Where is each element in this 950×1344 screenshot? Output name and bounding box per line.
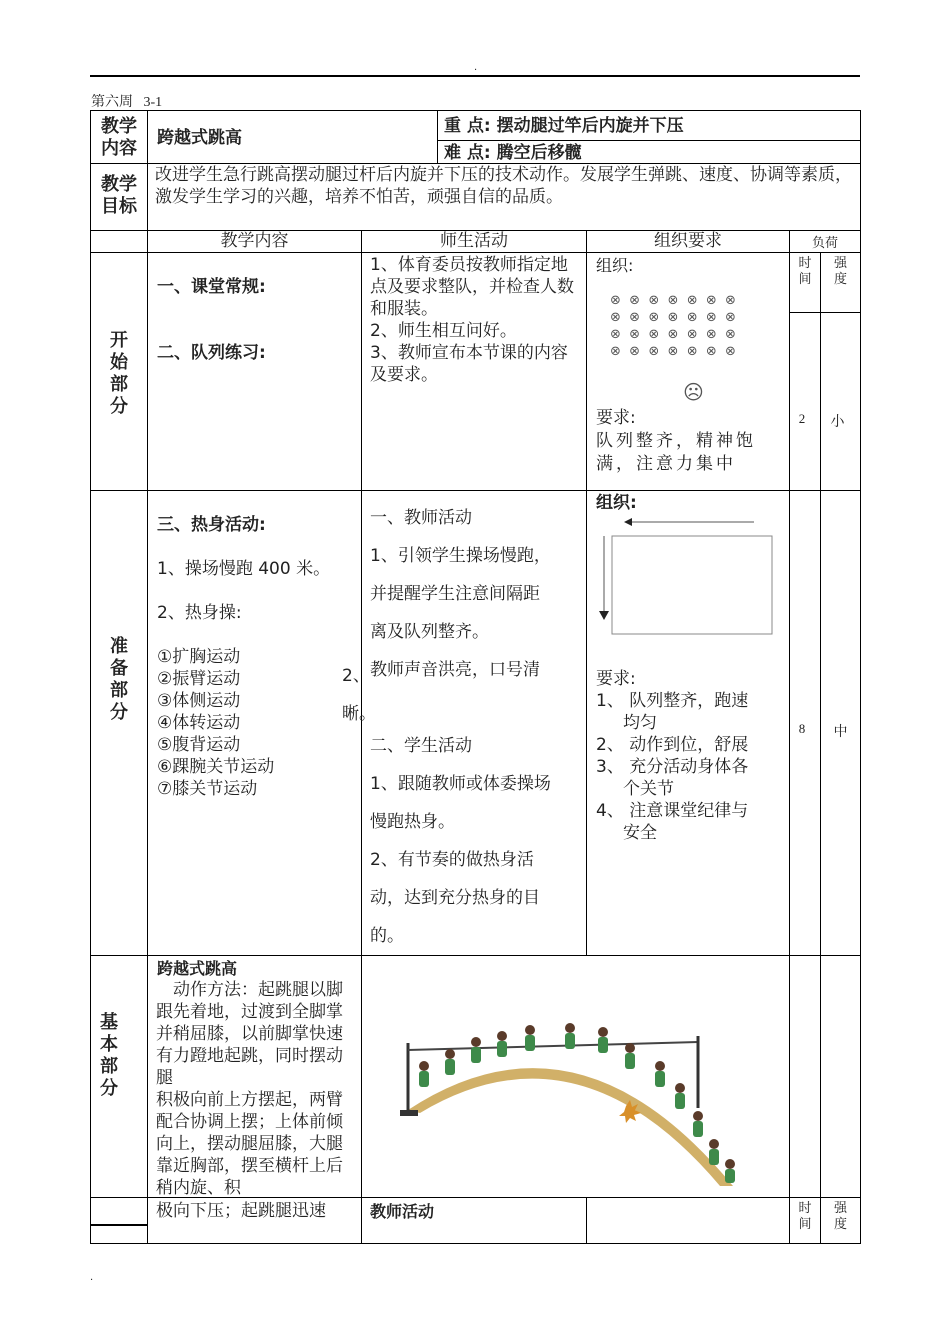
activity-line [370,689,582,727]
exercise-item: ⑦膝关节运动 [157,779,258,799]
activity-line: 动，达到充分热身的目 [370,888,540,908]
activity-line: 慢跑热身。 [370,812,455,832]
basic-col-intensity: 强 度 [833,1201,847,1232]
jumper-body [497,1041,507,1057]
crossbar [408,1042,698,1050]
jumper-head [655,1061,665,1071]
formation-row: ⊗ ⊗ ⊗ ⊗ ⊗ ⊗ ⊗ [610,310,736,325]
jumper-head [471,1037,481,1047]
section-label-prep: 准 备 部 分 [110,636,128,723]
exercise-item: ③体侧运动 [157,691,241,711]
formation-rows [610,292,770,360]
activity-line: 的。 [370,926,404,946]
jumper-head [725,1159,735,1169]
jumper-body [565,1033,575,1049]
jumper-head [675,1083,685,1093]
basic-teacher-activity: 教师活动 [370,1202,435,1221]
high-jump-illustration [398,1018,760,1188]
req-item: 1、 队列整齐，跑速 均匀 [596,691,749,733]
activity-line: 并提醒学生注意间隔距 [370,584,540,604]
prep-content-jog: 1、操场慢跑 400 米。 [157,559,331,579]
start-org-title: 组织: [596,256,634,275]
row-label-content: 教学 内容 [101,116,137,159]
jumper-head [419,1061,429,1071]
start-time: 2 [798,411,806,426]
col-header-organization: 组织要求 [654,231,722,251]
col-header-activity: 师生活动 [440,231,508,251]
jumper-body [725,1169,735,1183]
col-header-content: 教学内容 [220,231,289,251]
left-post-base [400,1110,418,1116]
jumper-head [445,1049,455,1059]
formation-diagram [610,292,770,404]
prep-req-title: 要求: [596,669,636,689]
jumper-body [598,1037,608,1053]
jumper-head [625,1043,635,1053]
stray-line [90,1224,148,1226]
prep-activity [370,499,582,955]
jumper-head [709,1139,719,1149]
track-diagram [596,512,781,642]
start-req-text: 队列整齐，精神饱满，注意力集中 [596,431,756,474]
teacher-icon: ☹ [683,380,704,404]
jumper-head [525,1025,535,1035]
start-req-title: 要求: [596,408,636,428]
exercise-item: ④体转运动 [157,713,241,733]
exercise-list [157,646,274,800]
basic-col-time: 时 间 [798,1201,812,1232]
formation-row: ⊗ ⊗ ⊗ ⊗ ⊗ ⊗ ⊗ [610,344,736,359]
jumper-head [565,1023,575,1033]
jumper-body [525,1035,535,1051]
week-label: 第六周 3-1 [91,95,163,110]
jumper-head [693,1111,703,1121]
prep-org-title: 组织: [596,493,637,513]
arrow-head-down [599,611,609,620]
prep-content-exercise: 2、热身操: [157,603,242,623]
basic-method: 动作方法：起跳腿以脚跟先着地，过渡到全脚掌并稍屈膝，以前脚掌快速有力蹬地起跳，同时摆动腿 积极向前上方摆起，两臂配合协调上摆；上体前倾向上，摆动腿屈膝，大腿靠近胸部，摆至横杆上后稍内旋、积 [156,980,343,1198]
start-content-drill: 二、队列练习: [157,343,266,363]
activity-line: 一、教师活动 [370,508,472,528]
jumper-body [419,1071,429,1087]
jumper-head [598,1027,608,1037]
basic-method-cont: 极向下压；起跳腿迅速 [156,1201,326,1221]
row-label-goal: 教学 目标 [101,174,137,217]
jumper-body [693,1121,703,1137]
start-intensity: 小 [830,414,845,430]
teaching-goal: 改进学生急行跳高摆动腿过杆后内旋并下压的技术动作。发展学生弹跳、速度、协调等素质，激发学生学习的兴趣，培养不怕苦，顽强自信的品质。 [155,165,852,207]
prep-time: 8 [798,721,806,736]
jumper-body [709,1149,719,1165]
req-item: 4、 注意课堂纪律与 安全 [596,801,749,843]
jumper-body [675,1093,685,1109]
req-item: 2、 动作到位，舒展 [596,735,749,755]
exercise-item: ②振臂运动 [157,669,241,689]
start-content-routine: 一、课堂常规: [157,277,266,297]
difficulty-point: 难 点: 腾空后移髋 [444,143,582,163]
activity-overflow-num: 2、 [342,666,370,686]
top-rule [90,75,860,77]
col-header-time: 时 间 [798,256,812,287]
arrow-head-left [624,518,632,526]
start-activity: 1、体育委员按教师指定地点及要求整队，并检查人数和服装。 2、师生相互问好。 3、教师宣布本节课的内容及要求。 [370,255,574,385]
basic-title: 跨越式跳高 [157,959,238,978]
exercise-item: ⑥踝腕关节运动 [157,757,275,777]
formation-row: ⊗ ⊗ ⊗ ⊗ ⊗ ⊗ ⊗ [610,293,736,308]
activity-line: 二、学生活动 [370,736,472,756]
activity-line: 教师声音洪亮，口号清 [370,660,540,680]
lesson-topic: 跨越式跳高 [157,128,242,148]
jumper-body [655,1071,665,1087]
top-dot: . [474,62,478,73]
jumper-body [445,1059,455,1075]
activity-line: 2、有节奏的做热身活 [370,850,534,870]
jumper-body [625,1053,635,1069]
key-point: 重 点: 摆动腿过竿后内旋并下压 [444,116,684,136]
activity-line: 离及队列整齐。 [370,622,489,642]
bottom-dot: . [90,1272,94,1283]
jumper-body [471,1047,481,1063]
req-item: 3、 充分活动身体各 个关节 [596,757,749,799]
exercise-item: ⑤腹背运动 [157,735,241,755]
col-header-intensity: 强 度 [833,256,847,287]
activity-line: 1、跟随教师或体委操场 [370,774,551,794]
activity-overflow-tail: 晰。 [342,704,376,724]
jumper-figures [419,1023,735,1183]
exercise-item: ①扩胸运动 [157,647,241,667]
section-label-basic: 基 本 部 分 [100,1012,118,1099]
prep-intensity: 中 [833,724,848,740]
jumper-head [497,1031,507,1041]
activity-line: 1、引领学生操场慢跑， [370,546,551,566]
field-rect [612,536,772,634]
section-label-start: 开 始 部 分 [110,330,128,417]
prep-content-title: 三、热身活动: [157,515,266,535]
col-header-load: 负荷 [811,236,838,251]
formation-row: ⊗ ⊗ ⊗ ⊗ ⊗ ⊗ ⊗ [610,327,736,342]
prep-req-list [596,690,786,844]
